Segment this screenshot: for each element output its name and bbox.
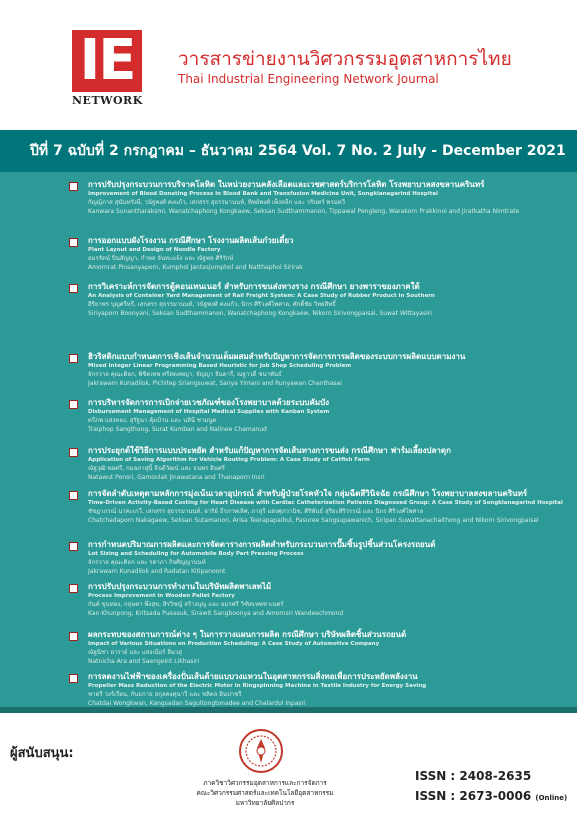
ie-network-logo: [72, 30, 142, 112]
article-authors-english: Natnicha Ara and Saengeint Likhasiri: [88, 658, 200, 665]
article-entry[interactable]: [70, 352, 550, 387]
journal-title-thai: วารสารข่ายงานวิศวกรรมอุตสาหการไทย: [178, 48, 512, 70]
article-authors-english: Jakrawarn Kunadilok, Pichitep Sriangsuwat, Sanya Yimani and Runyawan Chanthasai: [88, 380, 342, 387]
article-authors-english: Natawut Ponsri, Gamonlak Jinawatana and Thanaporn Insri: [88, 474, 265, 481]
square-bullet-icon: [69, 674, 78, 683]
logo-ie-letters: IE: [72, 30, 142, 92]
article-entry[interactable]: [70, 489, 563, 524]
square-bullet-icon: [69, 584, 78, 593]
article-title-english: Lot Sizing and Scheduling for Automobile Body Part Pressing Process: [88, 551, 304, 557]
article-authors-thai: ณัฐวุฒิ พลศรี, กมลภาสุนิ์ จินดีวัฒน์ และ ธนพร อินศรี: [88, 465, 225, 472]
article-title-thai: ผลกระทบของสถานการณ์ต่าง ๆ ในการวางแผนการผลิต กรณีศึกษา บริษัทผลิตชิ้นส่วนรถยนต์: [88, 630, 407, 639]
square-bullet-icon: [69, 400, 78, 409]
square-bullet-icon: [69, 448, 78, 457]
article-entry[interactable]: [70, 446, 550, 481]
issn-print: ISSN : 2408-2635: [415, 769, 532, 783]
article-title-english: Mixed Integer Linear Programming Based Heuristic for Job Shop Scheduling Problem: [88, 363, 352, 369]
square-bullet-icon: [69, 238, 78, 247]
logo-network-caption: NETWORK: [72, 94, 143, 107]
square-bullet-icon: [69, 354, 78, 363]
article-title-thai: การออกแบบผังโรงงาน กรณีศึกษา โรงงานผลิตเส้นก๋วยเตี๋ยว: [88, 236, 294, 245]
article-title-thai: การประยุกต์ใช้วิธีการแบบประหยัด สำหรับแก้ปัญหาการจัดเส้นทางการขนส่ง กรณีศึกษา ฟาร์มเลี้ยงปลาดุก: [88, 446, 451, 455]
square-bullet-icon: [69, 542, 78, 551]
article-title-english: Application of Saving Algorithm for Vehicle Routing Problem: A Case Study of Catfish Farm: [88, 457, 370, 463]
article-authors-thai: อมรรัตน์ ปิ่นสัญญา, กำพล จันทะแจ้ง และ ณัฐพล ศิริรักษ์: [88, 255, 234, 262]
article-authors-thai: กันต์ ขุนทอง, กฤษดา พึ่งสุข, สิรวิชญ์ สร้างบุญ และ อมรศรี วิฑิตเทพชาเนตร์: [88, 601, 284, 608]
article-title-thai: การปรับปรุงกระบวนการบริจาคโลหิต ในหน่วยงานคลังเลือดและเวชศาสตร์บริการโลหิต โรงพยาบาลสงขลานครินทร์: [88, 180, 485, 189]
issue-volume-text: ปีที่ 7 ฉบับที่ 2 กรกฎาคม – ธันวาคม 2564 Vol. 7 No. 2 July - December 2021: [30, 143, 566, 159]
article-title-thai: การกำหนดปริมาณการผลิตและการจัดตารางการผลิตสำหรับกระบวนการปั๊มชิ้นรูปชิ้นส่วนโครงรถยนต์: [88, 540, 436, 549]
article-authors-thai: ตรีภพ แสงทอง, สุรัฐนา คุ้มบ้าน และ นลินี ชามนูด: [88, 417, 217, 424]
article-entry[interactable]: [70, 672, 550, 707]
article-title-english: Improvement of Blood Donating Process in Blood Bank and Transfusion Medicine Unit, Songklanagarind Hospital: [88, 191, 438, 197]
square-bullet-icon: [69, 182, 78, 191]
article-title-english: Time-Driven Activity-Based Costing for Heart Disease with Cardiac Catheterization Patients Diagnosed Group: A Case Study of Songklanagarind Hospital: [88, 500, 563, 506]
article-authors-english: Traiphop Sangthong, Surat Kumban and Nalinee Chamanud: [88, 426, 267, 433]
article-authors-thai: ชัชฎาภรณ์ นาคะเกวี, เสกสรร สุธรรมานนท์, อาริย์ ธีรภาพเลิศ, ภาสุรี แสงศุภวานิช, ศิริพันธ์ สุริยะสิริวรรณ์ และ นิกร ศิริวงศ์ไพศาล: [88, 508, 424, 515]
faculty-line-2: คณะวิศวกรรมศาสตร์และเทคโนโลยีอุตสาหกรรม: [196, 789, 334, 797]
article-title-thai: การปรับปรุงกระบวนการทำงานในบริษัทผลิตพาเลทไม้: [88, 582, 272, 591]
article-title-english: Disbursement Management of Hospital Medical Supplies with Kanban System: [88, 409, 330, 415]
journal-title-english: Thai Industrial Engineering Network Journal: [178, 72, 439, 86]
silpakorn-emblem-icon: [238, 728, 284, 774]
issn-online-note: (Online): [535, 794, 568, 802]
article-authors-thai: ณัฐนิชา อาราย์ และ แสงเนียร์ ลิ่มวสุ: [88, 649, 182, 656]
article-entry[interactable]: [70, 180, 550, 215]
article-title-english: An Analysis of Container Yard Management of Rail Freight System: A Case Study of Rubber Product in Southern: [88, 293, 435, 299]
article-authors-english: Amornrat Pinsanyaporn, Kumphol Jantasjumphol and Natthaphol Sirirak: [88, 264, 303, 271]
article-title-english: Process Improvement in Wooden Pallet Factory: [88, 593, 235, 599]
article-entry[interactable]: [70, 540, 550, 575]
article-entry[interactable]: [70, 398, 550, 433]
sponsor-label: ผู้สนับสนุน:: [10, 746, 74, 761]
faculty-line-1: ภาควิชาวิศวกรรมอุตสาหการและการจัดการ: [203, 779, 327, 787]
article-authors-english: Jakrawarn Kunadilok and Radatan Kitipanoont: [88, 568, 226, 575]
article-authors-thai: กัญญ์ภาส สุนันทรังษี, วนัฐพงศ์ คงแก้ว, เสกสรร สุธรรมานนท์, ทิพย์พงศ์ เพ็งหลีก และ วรินทร์ พรมทวี: [88, 199, 345, 206]
square-bullet-icon: [69, 284, 78, 293]
article-authors-thai: สิริยาพร บุญศรีหรี, เสกสรร สุธรรมานนท์, วนัฐพงศ์ คงแก้ว, นิกร ศิริวงศ์ไพศาล, ศักดิ์ชัย วิทยสิทธิ์: [88, 301, 336, 308]
square-bullet-icon: [69, 491, 78, 500]
issn-online: ISSN : 2673-0006: [415, 789, 532, 803]
table-of-contents: [0, 172, 577, 707]
article-entry[interactable]: [70, 282, 550, 317]
square-bullet-icon: [69, 632, 78, 641]
article-entry[interactable]: [70, 236, 550, 271]
article-title-thai: การลดงานไฟฟ้าของเครื่องปั่นเส้นด้ายแบบวงแหวนในอุตสาหกรรมสิ่งทอเพื่อการประหยัดพลังงาน: [88, 672, 418, 681]
article-title-thai: การจัดลำดับเหตุตามหลักการมุ่งเน้นเวลาอุปกรณ์ สำหรับผู้ป่วยโรคหัวใจ กลุ่มฉีดสีวินิจฉัย กรณีศึกษา โรงพยาบาลสงขลานครินทร์: [88, 489, 528, 498]
article-title-english: Propeller Mass Reduction of the Electric Motor in Ringspinning Machine in Textile Industry for Energy Saving: [88, 683, 427, 689]
article-authors-thai: ชาตรี วงร์เรียน, กันธกาธ สกุลคงคุนาวี และ ชลิดล อินปาชรี: [88, 691, 242, 698]
article-title-thai: ฮิวริสติกแบบกำหนดการเชิงเส้นจำนวนเต็มผสมสำหรับปัญหาการจัดการการผลิตของระบบการผลิตแบบตามงาน: [88, 352, 466, 361]
article-authors-english: Kanwara Sunantharaksmi, Wanatchaphong Kongkaew, Seksan Sudthammanon, Tippawal Pengleng, Warakorn Prakkinoi and Jiratkatha Nimtrate: [88, 208, 520, 215]
issn-online-line: [415, 789, 567, 803]
article-title-thai: การวิเคราะห์การจัดการตู้คอนเทนเนอร์ สำหรับการขนส่งทางราง กรณีศึกษา ยางพาราของภาคใต้: [88, 282, 420, 291]
article-entry[interactable]: [70, 630, 550, 665]
article-entry[interactable]: [70, 582, 550, 617]
article-title-thai: การบริหารจัดการการเบิกจ่ายเวชภัณฑ์ของโรงพยาบาลด้วยระบบคัมบัง: [88, 398, 330, 407]
article-title-english: Impact of Various Situations on Production Scheduling: A Case Study of Automotive Company: [88, 641, 380, 647]
article-authors-english: Kan Khunpong, Kritsada Pueasuk, Sirawit Sangboonya and Amornsri Wandeechmond: [88, 610, 344, 617]
faculty-line-3: มหาวิทยาลัยศิลปากร: [235, 799, 295, 807]
article-title-english: Plant Layout and Design of Noodle Factory: [88, 247, 221, 253]
article-authors-english: Chatchadaporn Nakagaew, Seksan Sutamanon, Arisa Teerapapaibul, Pasuree Sangsupawanich, Siripan Suwattanachaithong and Nikorn Sirivongpaisal: [88, 517, 539, 524]
article-authors-thai: จักรวาล คุณะดิลก และ รดาภา กิจศิญญานนท์: [88, 559, 206, 566]
article-authors-english: Siriyaporn Boonyani, Seksan Sudthammanon, Wanatchaphong Kongkaew, Nikorn Sirivongpaisal, Suwat Wittayasiri: [88, 310, 432, 317]
article-authors-english: Chatdai Wongkwan, Kangsadan Sagultongtonadee and Chalardol Inpasri: [88, 700, 306, 707]
article-authors-thai: จักรวาล คุณะดิลก, พิชิตเทพ ศรีสตงพญา, จัญญา จินดารี, ณฐาวดี ชนาพันธ์: [88, 371, 282, 378]
